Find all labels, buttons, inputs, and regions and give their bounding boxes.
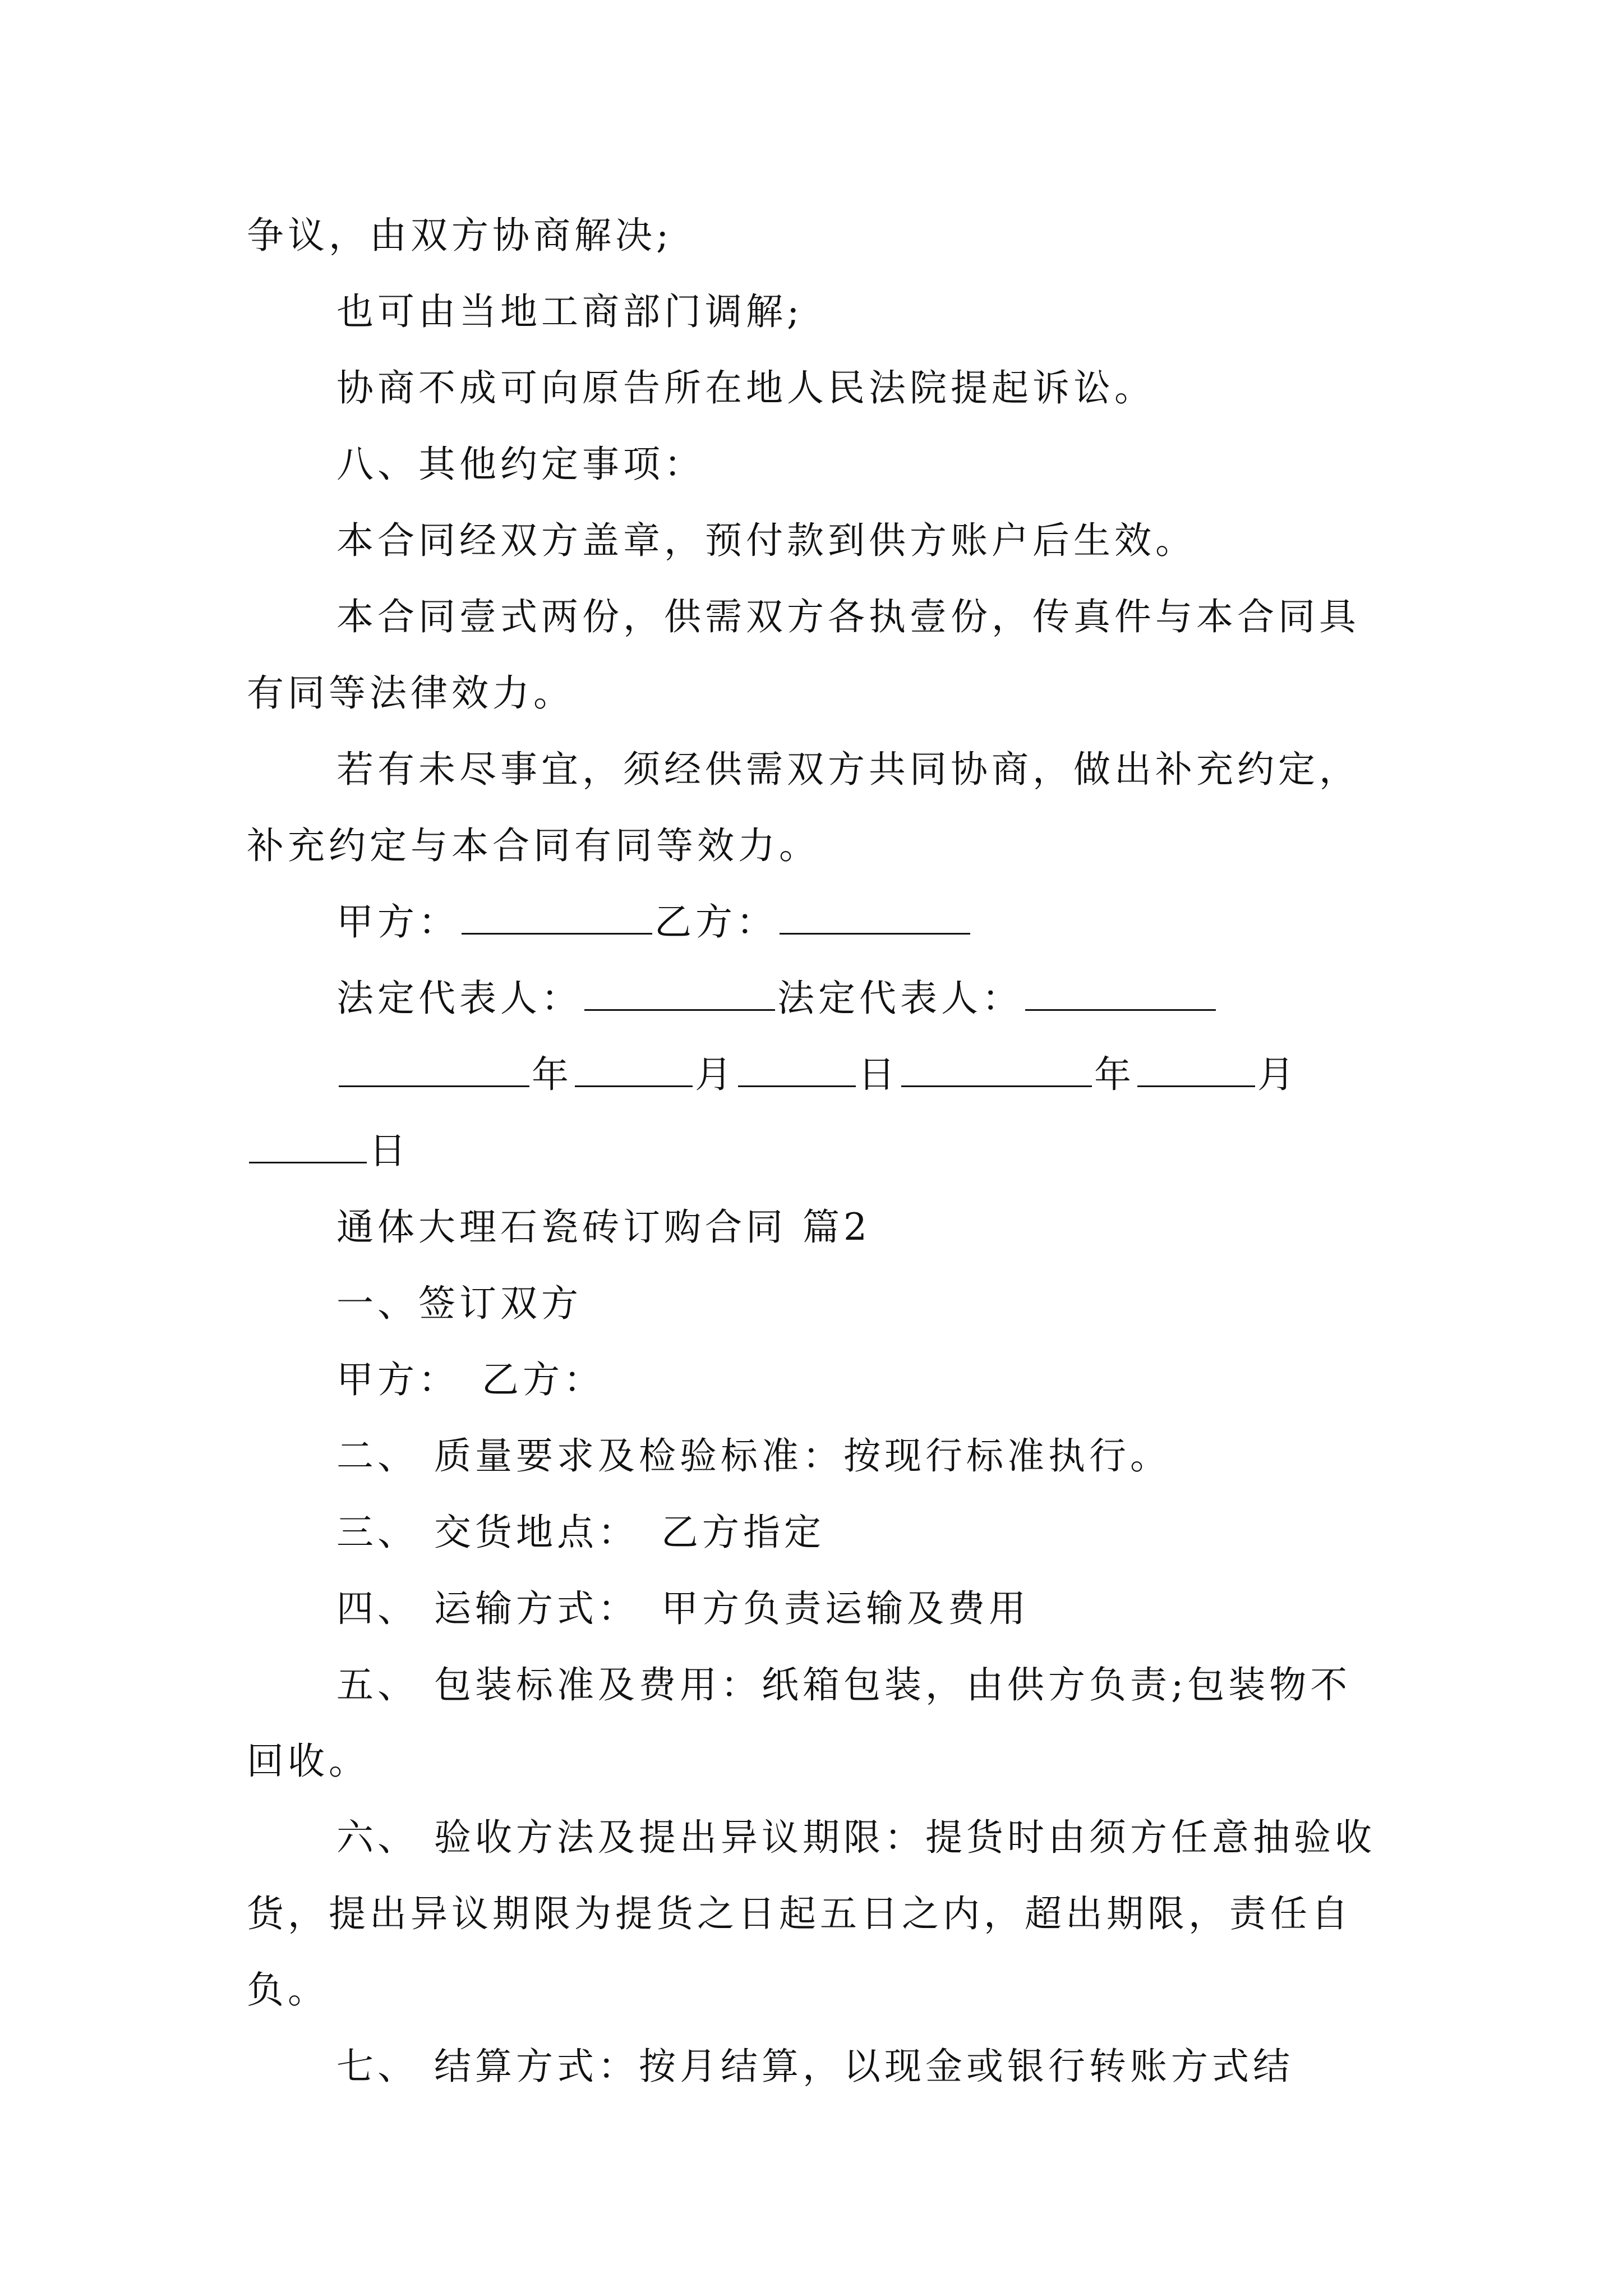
section2-item3 bbox=[247, 1494, 1385, 1571]
paragraph-mediation: 也可由当地工商部门调解; bbox=[336, 290, 804, 333]
section2-party-b: 乙方： bbox=[482, 1358, 605, 1401]
section2-item3-value: 乙方指定 bbox=[661, 1511, 825, 1554]
date-a-day-blank bbox=[738, 1051, 856, 1087]
paragraph-dispute: 争议，由双方协商解决; bbox=[247, 214, 673, 257]
party-a-blank bbox=[462, 898, 652, 935]
section2-item4-label: 四、 运输方式： bbox=[336, 1587, 639, 1630]
rep-a-blank bbox=[584, 974, 775, 1011]
paragraph-litigation: 协商不成可向原告所在地人民法院提起诉讼。 bbox=[336, 366, 1155, 409]
signature-parties-line bbox=[247, 884, 1385, 960]
section2-party-a: 甲方： bbox=[336, 1358, 459, 1401]
date-a-day: 日 bbox=[858, 1053, 899, 1096]
section2-parties bbox=[247, 1342, 1385, 1418]
rep-a-label: 法定代表人： bbox=[336, 977, 582, 1020]
date-b-year: 年 bbox=[1094, 1053, 1135, 1096]
rep-b-label: 法定代表人： bbox=[777, 977, 1023, 1020]
section2-item2: 二、 质量要求及检验标准：按现行标准执行。 bbox=[336, 1434, 1171, 1478]
section2-item3-label: 三、 交货地点： bbox=[336, 1511, 639, 1554]
heading-other-terms: 八、其他约定事项： bbox=[336, 443, 705, 486]
signature-date-line bbox=[247, 1037, 1385, 1189]
party-b-label: 乙方： bbox=[654, 900, 777, 944]
date-a-month-blank bbox=[575, 1051, 693, 1087]
document-body bbox=[247, 197, 1385, 2105]
date-b-day: 日 bbox=[369, 1129, 410, 1172]
date-b-year-blank bbox=[901, 1051, 1092, 1087]
date-a-year: 年 bbox=[532, 1053, 573, 1096]
paragraph-copies: 本合同壹式两份，供需双方各执壹份，传真件与本合同具有同等法律效力。 bbox=[247, 595, 1360, 715]
section2-item5: 五、 包装标准及费用：纸箱包装，由供方负责;包装物不回收。 bbox=[247, 1663, 1352, 1783]
date-a-year-blank bbox=[339, 1051, 529, 1087]
date-b-month-blank bbox=[1137, 1051, 1255, 1087]
party-b-blank bbox=[780, 898, 970, 935]
section2-item4-value: 甲方负责运输及费用 bbox=[661, 1587, 1030, 1630]
paragraph-supplement: 若有未尽事宜，须经供需双方共同协商，做出补充约定，补充约定与本合同有同等效力。 bbox=[247, 748, 1360, 867]
section2-item1: 一、签订双方 bbox=[336, 1282, 582, 1325]
rep-b-blank bbox=[1025, 974, 1216, 1011]
date-b-month: 月 bbox=[1257, 1053, 1298, 1096]
party-a-label: 甲方： bbox=[336, 900, 459, 944]
paragraph-effective: 本合同经双方盖章，预付款到供方账户后生效。 bbox=[336, 519, 1196, 562]
section2-item6: 六、 验收方法及提出异议期限：提货时由须方任意抽验收货，提出异议期限为提货之日起五日之内，超出期限，责任自负。 bbox=[247, 1816, 1376, 2012]
date-a-month: 月 bbox=[695, 1053, 736, 1096]
signature-representatives-line bbox=[247, 960, 1385, 1037]
section2-item4 bbox=[247, 1571, 1385, 1647]
section2-title: 通体大理石瓷砖订购合同 篇2 bbox=[336, 1205, 871, 1249]
section2-item7: 七、 结算方式：按月结算，以现金或银行转账方式结 bbox=[336, 2045, 1294, 2088]
date-b-day-blank bbox=[249, 1127, 367, 1163]
